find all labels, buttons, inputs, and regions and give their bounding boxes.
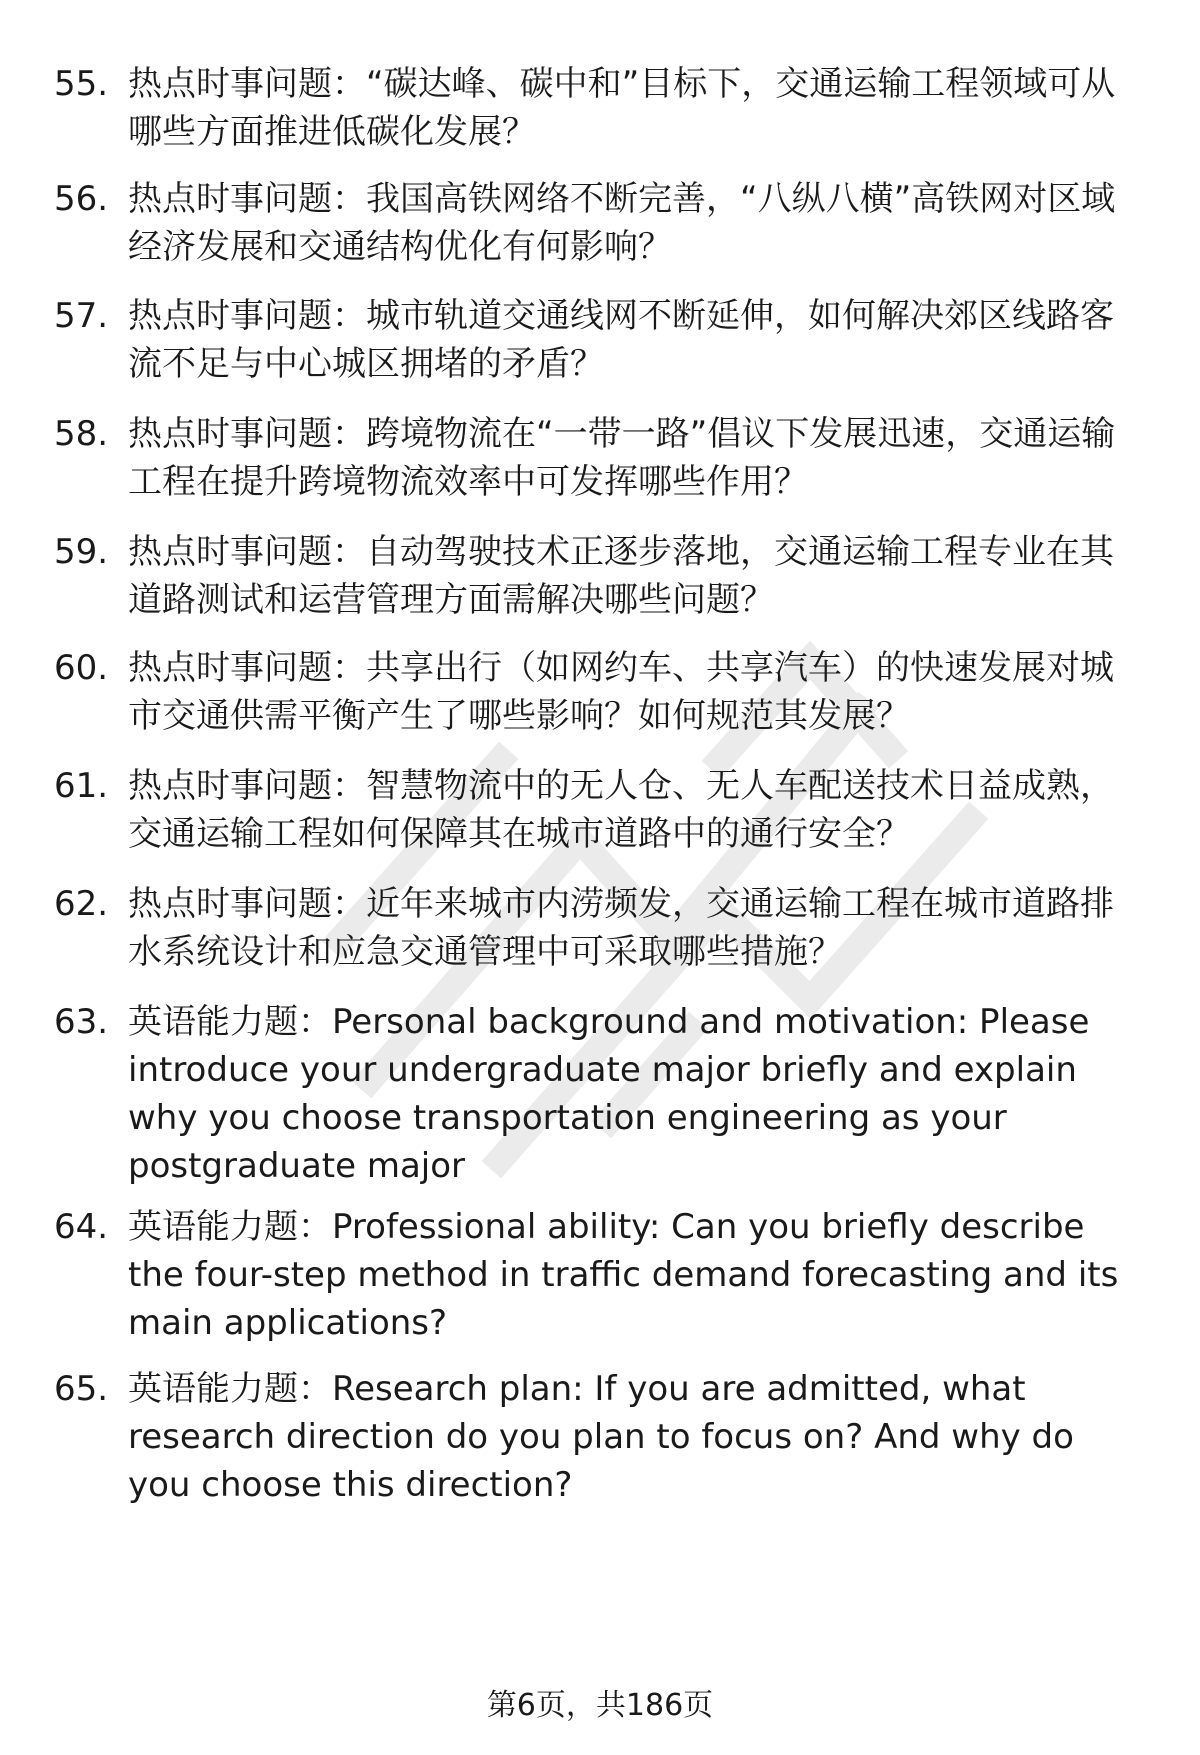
question-number: 65. (54, 1369, 109, 1409)
question-number: 63. (54, 1002, 109, 1042)
question-number: 57. (54, 296, 109, 336)
question-number: 60. (54, 648, 109, 688)
question-text: 热点时事问题：城市轨道交通线网不断延伸，如何解决郊区线路客流不足与中心城区拥堵的矛盾？ (128, 296, 1114, 384)
question-number: 55. (54, 64, 109, 104)
question-text: 热点时事问题：智慧物流中的无人仓、无人车配送技术日益成熟，交通运输工程如何保障其在城市道路中的通行安全？ (128, 766, 1114, 854)
question-text: 热点时事问题：自动驾驶技术正逐步落地，交通运输工程专业在其道路测试和运营管理方面需解决哪些问题？ (128, 532, 1114, 620)
question-text: 英语能力题：Personal background and motivation: Please introduce your undergraduate major briefly and explain why you choose transportation engineering as your postgraduate major (128, 1002, 1090, 1186)
question-text: 英语能力题：Professional ability: Can you briefly describe the four-step method in traffic demand forecasting and its main applications? (128, 1207, 1119, 1343)
question-text: 热点时事问题：共享出行（如网约车、共享汽车）的快速发展对城市交通供需平衡产生了哪些影响？如何规范其发展？ (128, 648, 1114, 736)
question-text: 热点时事问题：近年来城市内涝频发，交通运输工程在城市道路排水系统设计和应急交通管理中可采取哪些措施？ (128, 884, 1114, 972)
question-number: 58. (54, 414, 109, 454)
question-number: 61. (54, 766, 109, 806)
question-number: 56. (54, 179, 109, 219)
page-footer: 第6页，共186页 (486, 1688, 714, 1723)
question-number: 59. (54, 532, 109, 572)
question-text: 热点时事问题：跨境物流在“一带一路”倡议下发展迅速，交通运输工程在提升跨境物流效率中可发挥哪些作用？ (128, 414, 1116, 502)
question-number: 64. (54, 1207, 109, 1247)
question-text: 英语能力题：Research plan: If you are admitted, what research direction do you plan to focus on? And why do you choose this direction? (128, 1369, 1074, 1505)
question-text: 热点时事问题：我国高铁网络不断完善，“八纵八横”高铁网对区域经济发展和交通结构优化有何影响？ (128, 179, 1116, 267)
question-number: 62. (54, 884, 109, 924)
question-text: 热点时事问题：“碳达峰、碳中和”目标下，交通运输工程领域可从哪些方面推进低碳化发展？ (128, 64, 1116, 152)
